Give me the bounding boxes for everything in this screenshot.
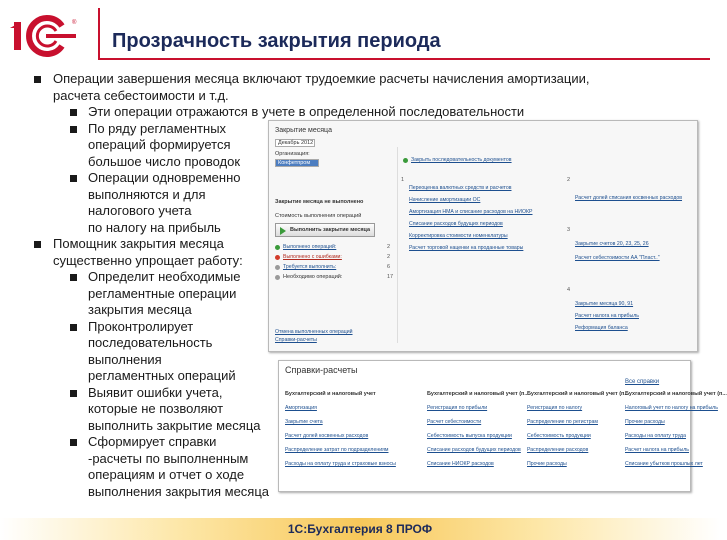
report-link[interactable]: Распределение по регистрам — [527, 419, 598, 425]
bullet-marker — [34, 76, 41, 83]
reports-link[interactable]: Справки-расчеты — [275, 337, 317, 343]
header-divider-horizontal — [98, 58, 710, 60]
pending-status-icon — [275, 265, 280, 270]
report-link[interactable]: Списание НИОКР расходов — [427, 461, 494, 467]
op-item[interactable]: Амортизация НМА и списание расходов на НИОКР — [409, 209, 533, 215]
bullet-text-line: Эти операции отражаются в учете в определенной последовательности — [88, 104, 525, 119]
run-closing-button[interactable]: Выполнить закрытие месяца — [275, 223, 375, 237]
bullet-text-line: Операции завершения месяца включают трудоемкие расчеты начисления амортизации, — [53, 71, 590, 86]
report-link[interactable]: Регистрация по налогу — [527, 405, 583, 411]
op-item[interactable]: Закрытие счетов 20, 23, 25, 26 — [575, 241, 649, 247]
bullet-text-line: Проконтролирует — [88, 318, 194, 334]
bullet-text-line: Сформирует справки — [88, 434, 217, 449]
report-link[interactable]: Закрытие счета — [285, 419, 323, 425]
org-select[interactable]: Конфетпром — [275, 159, 319, 167]
month-select[interactable]: Декабрь 2012 — [275, 139, 315, 147]
closing-status: Закрытие месяца не выполнено — [275, 199, 364, 205]
bullet-marker — [70, 324, 77, 331]
bullet-marker — [70, 390, 77, 397]
error-status-icon — [275, 255, 280, 260]
reports-column-header: Бухгалтерский и налоговый учет — [285, 391, 376, 397]
bullet-text-line: По ряду регламентных — [88, 120, 227, 136]
bullet-marker — [70, 175, 77, 182]
play-icon — [280, 227, 286, 235]
bullet-marker — [34, 241, 41, 248]
bullet-text-line: операциям и отчет о ходе — [88, 467, 245, 482]
op-item[interactable]: Расчет долей списания косвенных расходов — [575, 195, 683, 201]
bullet-text-line: Операции одновременно — [88, 170, 241, 185]
report-link[interactable]: Распределение затрат по подразделениям — [285, 447, 389, 453]
reports-column-header: Бухгалтерский и налоговый учет (п... — [527, 391, 629, 397]
bullet-text-line: -расчеты по выполненным — [88, 450, 249, 466]
op-item[interactable]: Расчет налога на прибыль — [575, 313, 639, 319]
bullet-text-line: последовательность — [88, 335, 213, 350]
op-item[interactable]: Списание расходов будущих периодов — [409, 221, 503, 227]
op-item[interactable]: Переоценка валютных средств и расчетов — [409, 185, 512, 191]
op-item[interactable]: Расчет торговой наценки на проданные товары — [409, 245, 524, 251]
op-status-icon — [403, 158, 408, 163]
bullet-text-line: выполнить закрытие месяца — [88, 417, 261, 433]
stat-total: Необходимо операций: — [283, 274, 343, 280]
stat-done[interactable]: Выполнено операций: — [283, 244, 337, 250]
bullet-marker — [70, 109, 77, 116]
bullet-text-line: Выявит ошибки учета, — [88, 384, 223, 400]
header-divider-vertical — [98, 8, 100, 60]
report-link[interactable]: Расчет себестоимости — [427, 419, 482, 425]
total-status-icon — [275, 275, 280, 280]
bullet-text-line: выполнения закрытия месяца — [88, 483, 270, 499]
op-item[interactable]: Закрытие месяца 90, 91 — [575, 301, 634, 307]
bullet-text-line: Определит необходимые — [88, 269, 241, 284]
all-reports-link[interactable]: Все справки — [625, 379, 660, 385]
reports-column-header: Бухгалтерский и налоговый учет (п... — [427, 391, 529, 397]
done-status-icon — [275, 245, 280, 250]
bullet-text-line: по налогу на прибыль — [88, 219, 221, 235]
footer-text: 1С:Бухгалтерия 8 ПРОФ — [287, 522, 433, 536]
reports-panel-title: Справки-расчеты — [285, 365, 358, 375]
report-link[interactable]: Распределение расходов — [527, 447, 589, 453]
report-link[interactable]: Списание убытков прошлых лет — [625, 461, 703, 467]
report-link[interactable]: Амортизация — [285, 405, 317, 411]
report-link[interactable]: Себестоимость выпуска продукции — [427, 433, 512, 439]
op-item[interactable]: Реформация баланса — [575, 325, 628, 331]
report-link[interactable]: Расходы на оплату труда и страховые взносы — [285, 461, 396, 467]
report-link[interactable]: Списание расходов будущих периодов — [427, 447, 521, 453]
op-item[interactable]: Расчет себестоимости АА "Пласт.." — [575, 255, 660, 261]
op-close-sequence[interactable]: Закрыть последовательность документов — [411, 157, 512, 163]
reports-screenshot — [278, 360, 727, 492]
bullet-text-line: расчета себестоимости и т.д. — [53, 87, 229, 103]
bullet-marker — [70, 126, 77, 133]
bullet-text-line: которые не позволяют — [88, 401, 224, 416]
bullet-text-line: закрытия месяца — [88, 302, 192, 317]
org-label: Организация: — [275, 151, 310, 157]
report-link[interactable]: Прочие расходы — [527, 461, 567, 467]
stat-pending[interactable]: Требуется выполнить: — [283, 264, 337, 270]
report-link[interactable]: Расчет долей косвенных расходов — [285, 433, 369, 439]
bullet-text-line: выполняются и для — [88, 186, 206, 202]
cancel-operations-link[interactable]: Отмена выполненных операций — [275, 329, 353, 335]
report-link[interactable]: Расчет налога на прибыль — [625, 447, 689, 453]
reports-column-header: Бухгалтерский и налоговый учет (п... — [625, 391, 727, 397]
bullet-marker — [70, 439, 77, 446]
1c-logo — [10, 14, 80, 58]
op-item[interactable]: Корректировка стоимости номенклатуры — [409, 233, 508, 239]
cost-label: Стоимость выполнения операций — [275, 213, 362, 219]
closing-assistant-screenshot: Закрытие месяца Декабрь 2012 Организация: Конфетпром Закрытие месяца не выполнено Стоимость выполнения операций Выполнить закрытие месяца Выполнено операций: 2 Выполнено с ошибками: 2 Требуется выполнить: 6 Необходимо операций: 17 Отмена выполненных операций Справки-расчеты Закрыть последовательность документов 1 2 3 4 Переоценка валютных средств и расчетов Начисление амортизации ОС Амортизация НМА и списание расходов на НИОКР Списание расходов будущих периодов Корректировка стоимости номенклатуры Расчет торговой наценки на проданные товары Расчет долей списания косвенных расходов Закрытие счетов 20, 23, 25, 26 Расчет себестоимости АА "Пласт.." Закрытие месяца 90, 91 Расчет налога на прибыль Реформация баланса — [268, 120, 698, 352]
report-link[interactable]: Прочие расходы — [625, 419, 665, 425]
bullet-text-line: существенно упрощает работу: — [53, 252, 243, 268]
svg-text:®: ® — [72, 20, 77, 26]
bullet-text-line: Помощник закрытия месяца — [53, 236, 224, 251]
bullet-text-line: регламентные операции — [88, 285, 237, 301]
op-item[interactable]: Начисление амортизации ОС — [409, 197, 481, 203]
stat-errors[interactable]: Выполнено с ошибками: — [283, 254, 342, 260]
bullet-text-line: выполнения — [88, 351, 162, 367]
bullet-text-line: налогового учета — [88, 203, 192, 218]
closing-panel-title: Закрытие месяца — [275, 127, 332, 134]
bullet-text-line: операций формируется — [88, 137, 231, 152]
report-link[interactable]: Расходы на оплату труда — [625, 433, 686, 439]
bullet-marker — [70, 274, 77, 281]
page-title: Прозрачность закрытия периода — [112, 30, 441, 52]
bullet-text-line: большое число проводок — [88, 153, 241, 169]
bullet-text-line: регламентных операций — [88, 368, 236, 383]
report-link[interactable]: Себестоимость продукции — [527, 433, 591, 439]
report-link[interactable]: Регистрация по прибыли — [427, 405, 488, 411]
report-link[interactable]: Налоговый учет по налогу на прибыль — [625, 405, 718, 411]
